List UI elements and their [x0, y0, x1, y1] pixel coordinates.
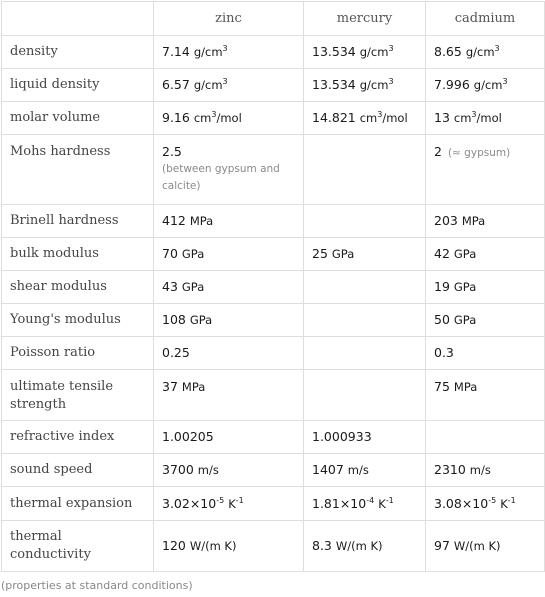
cell-unit: g/cm [193, 78, 223, 92]
cell-value: 13.534 [312, 77, 356, 92]
row-label: shear modulus [2, 271, 154, 304]
value-cell [304, 337, 426, 370]
cell-unit: GPa [453, 247, 477, 261]
cell-unit: g/cm [359, 78, 389, 92]
value-cell [426, 521, 545, 572]
unit-exponent: 3 [377, 109, 383, 119]
cell-value: 42 [434, 246, 450, 261]
table-row [2, 487, 545, 521]
table-row [2, 69, 545, 102]
value-cell [304, 304, 426, 337]
value-cell [426, 69, 545, 102]
value-cell [304, 370, 426, 421]
value-cell [154, 135, 304, 205]
cell-unit: cm [193, 111, 212, 125]
unit-exponent: -1 [507, 495, 516, 505]
value-cell [154, 238, 304, 271]
value-cell [426, 135, 545, 205]
cell-value: 75 [434, 379, 450, 394]
cell-value: 7.14 [162, 44, 190, 59]
value-cell [154, 487, 304, 521]
cell-unit: W/(m K) [453, 539, 501, 553]
value-cell [426, 102, 545, 135]
value-cell [154, 102, 304, 135]
cell-value: 50 [434, 312, 450, 327]
cell-value: 8.65 [434, 44, 462, 59]
value-cell [426, 337, 545, 370]
value-cell [154, 370, 304, 421]
row-label: refractive index [2, 421, 154, 454]
table-row [2, 454, 545, 487]
cell-value: 8.3 [312, 538, 332, 553]
cell-unit: K [228, 496, 236, 511]
row-label: thermal conductivity [2, 521, 154, 572]
cell-value: 412 [162, 213, 186, 228]
row-label: liquid density [2, 69, 154, 102]
value-exponent: -4 [366, 495, 375, 505]
value-cell [426, 487, 545, 521]
cell-unit: cm [453, 111, 472, 125]
row-label: Poisson ratio [2, 337, 154, 370]
cell-unit: g/cm [473, 78, 503, 92]
table-row [2, 304, 545, 337]
value-cell [426, 271, 545, 304]
cell-value: 97 [434, 538, 450, 553]
cell-value: 1407 [312, 462, 344, 477]
value-cell [304, 69, 426, 102]
cell-value: 3700 [162, 462, 194, 477]
cell-unit-tail: /mol [216, 111, 242, 125]
row-label: molar volume [2, 102, 154, 135]
unit-exponent: 3 [471, 109, 477, 119]
cell-unit: GPa [453, 313, 477, 327]
table-row [2, 421, 545, 454]
cell-unit: g/cm [465, 45, 495, 59]
cell-value: 70 [162, 246, 178, 261]
table-row [2, 337, 545, 370]
column-header: mercury [304, 2, 426, 36]
value-cell [304, 238, 426, 271]
cell-value: 9.16 [162, 110, 190, 125]
value-cell [426, 304, 545, 337]
row-label: density [2, 36, 154, 69]
cell-value: 13 [434, 110, 450, 125]
value-cell [426, 421, 545, 454]
value-cell [154, 304, 304, 337]
corner-cell [2, 2, 154, 36]
value-cell [304, 102, 426, 135]
cell-value: 2.5 [162, 144, 182, 159]
footnote: (properties at standard conditions) [1, 579, 193, 592]
value-cell [304, 521, 426, 572]
value-exponent: -5 [488, 495, 497, 505]
cell-value: 3.02×10 [162, 495, 217, 511]
cell-value: 1.81×10 [312, 495, 367, 511]
cell-value: 203 [434, 213, 458, 228]
value-cell [426, 370, 545, 421]
row-label: bulk modulus [2, 238, 154, 271]
cell-unit: K [378, 496, 386, 511]
cell-value: 7.996 [434, 77, 470, 92]
cell-unit: GPa [181, 280, 205, 294]
value-cell [154, 69, 304, 102]
value-cell [304, 205, 426, 238]
value-cell [426, 205, 545, 238]
cell-unit: W/(m K) [335, 539, 383, 553]
value-cell [304, 271, 426, 304]
cell-value: 108 [162, 312, 186, 327]
properties-table [1, 1, 545, 572]
unit-exponent: 3 [211, 109, 217, 119]
row-label: Young's modulus [2, 304, 154, 337]
table-row [2, 271, 545, 304]
value-cell [304, 36, 426, 69]
value-cell [154, 205, 304, 238]
value-cell [154, 36, 304, 69]
cell-unit: GPa [189, 313, 213, 327]
cell-unit: MPa [461, 214, 486, 228]
row-label: Mohs hardness [2, 135, 154, 205]
cell-unit-tail: /mol [476, 111, 502, 125]
table-row [2, 370, 545, 421]
value-cell [304, 135, 426, 205]
unit-exponent: 3 [388, 76, 394, 86]
value-cell [154, 454, 304, 487]
cell-value: 1.000933 [312, 429, 372, 444]
cell-value: 14.821 [312, 110, 356, 125]
table-row [2, 205, 545, 238]
unit-exponent: 3 [388, 43, 394, 53]
cell-value: 3.08×10 [434, 495, 489, 511]
value-cell [154, 421, 304, 454]
value-cell [304, 487, 426, 521]
cell-unit: m/s [469, 463, 491, 477]
cell-unit: MPa [453, 380, 478, 394]
cell-unit: g/cm [359, 45, 389, 59]
unit-exponent: 3 [494, 43, 500, 53]
table-row [2, 102, 545, 135]
value-cell [154, 337, 304, 370]
table-row [2, 521, 545, 572]
cell-note: (≈ gypsum) [447, 147, 511, 159]
value-cell [154, 521, 304, 572]
cell-value: 19 [434, 279, 450, 294]
value-cell [426, 238, 545, 271]
table-row [2, 135, 545, 205]
value-cell [304, 421, 426, 454]
value-cell [304, 454, 426, 487]
cell-value: 25 [312, 246, 328, 261]
row-label: ultimate tensile strength [2, 370, 154, 421]
row-label: sound speed [2, 454, 154, 487]
cell-note: (between gypsum and calcite) [162, 163, 280, 192]
cell-value: 0.3 [434, 345, 454, 360]
value-exponent: -5 [216, 495, 225, 505]
cell-value: 1.00205 [162, 429, 214, 444]
value-cell [426, 36, 545, 69]
cell-unit-tail: /mol [382, 111, 408, 125]
value-cell [426, 454, 545, 487]
row-label: Brinell hardness [2, 205, 154, 238]
table-row [2, 238, 545, 271]
cell-unit: m/s [347, 463, 369, 477]
header-row [2, 2, 545, 36]
cell-unit: GPa [331, 247, 355, 261]
cell-value: 2310 [434, 462, 466, 477]
unit-exponent: -1 [385, 495, 394, 505]
cell-unit: m/s [197, 463, 219, 477]
cell-value: 0.25 [162, 345, 190, 360]
cell-unit: W/(m K) [189, 539, 237, 553]
column-header: zinc [154, 2, 304, 36]
cell-value: 37 [162, 379, 178, 394]
cell-unit: MPa [189, 214, 214, 228]
cell-unit: K [500, 496, 508, 511]
cell-unit: GPa [181, 247, 205, 261]
unit-exponent: 3 [502, 76, 508, 86]
cell-unit: g/cm [193, 45, 223, 59]
table-row [2, 36, 545, 69]
cell-value: 2 [434, 144, 442, 159]
unit-exponent: -1 [235, 495, 244, 505]
row-label: thermal expansion [2, 487, 154, 521]
cell-value: 120 [162, 538, 186, 553]
cell-value: 6.57 [162, 77, 190, 92]
cell-value: 43 [162, 279, 178, 294]
unit-exponent: 3 [222, 43, 228, 53]
cell-unit: MPa [181, 380, 206, 394]
cell-value: 13.534 [312, 44, 356, 59]
cell-unit: GPa [453, 280, 477, 294]
unit-exponent: 3 [222, 76, 228, 86]
cell-unit: cm [359, 111, 378, 125]
column-header: cadmium [426, 2, 545, 36]
value-cell [154, 271, 304, 304]
